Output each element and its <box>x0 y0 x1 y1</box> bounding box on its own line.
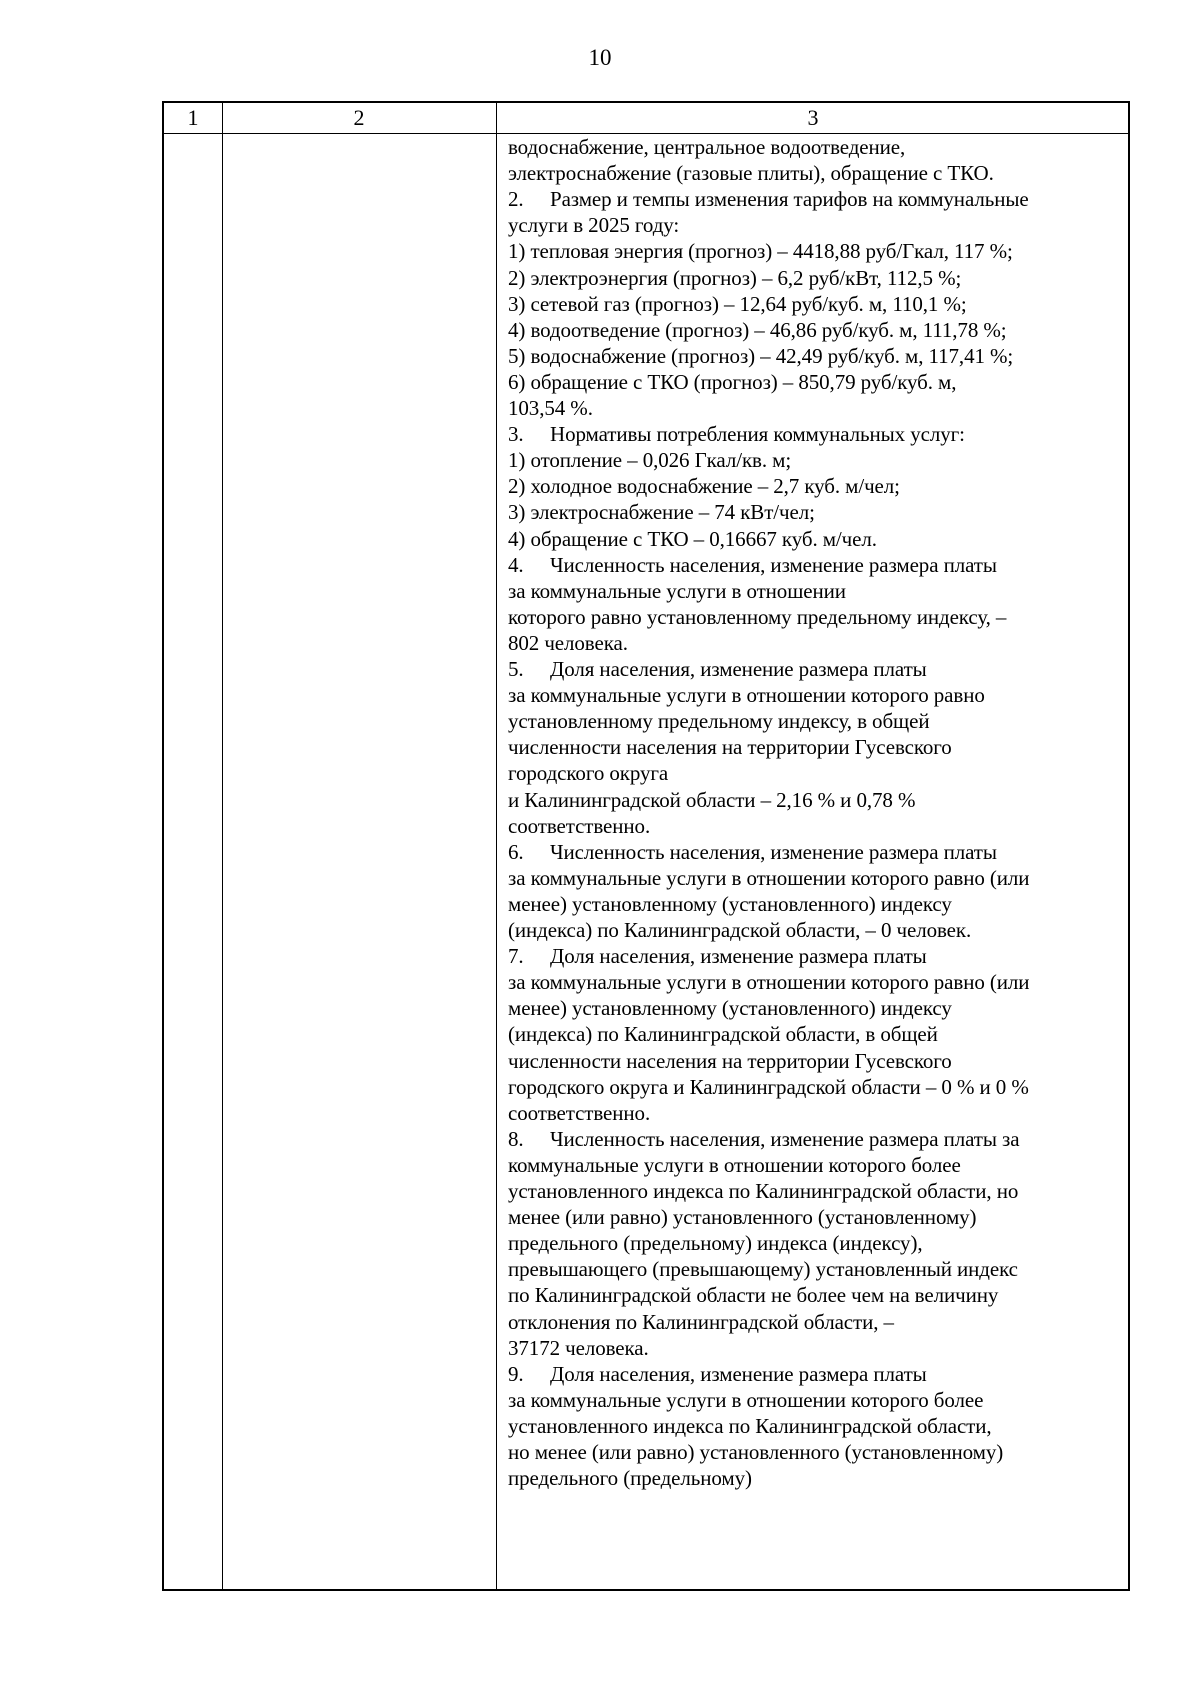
text-line: 103,54 %. <box>508 396 593 420</box>
text-line: 4) обращение с ТКО – 0,16667 куб. м/чел. <box>508 526 877 551</box>
text-line: установленного индекса по Калининградской области, но <box>508 1179 1019 1203</box>
text-line: 6) обращение с ТКО (прогноз) – 850,79 руб/куб. м, <box>508 369 957 394</box>
text-line: но менее (или равно) установленного (установленному) <box>508 1440 1004 1464</box>
item-heading: Численность населения, изменение размера платы <box>550 552 997 577</box>
text-line: (индекса) по Калининградской области, в общей <box>508 1022 938 1047</box>
text-line: которого равно установленному предельному индексу, – <box>508 604 1007 629</box>
text-line <box>508 655 927 683</box>
item-heading: Доля населения, изменение размера платы <box>550 657 927 681</box>
text-line: за коммунальные услуги в отношении <box>508 578 846 603</box>
text-line <box>508 1360 927 1388</box>
text-line <box>508 838 997 866</box>
column-divider-1 <box>222 103 223 1589</box>
text-line: 802 человека. <box>508 630 628 655</box>
text-line: и Калининградской области – 2,16 % и 0,78 % <box>508 787 916 812</box>
item-heading: Размер и темпы изменения тарифов на коммунальные <box>550 187 1029 212</box>
item-number: 7. <box>508 944 524 969</box>
item-heading: Численность населения, изменение размера платы <box>550 839 997 864</box>
text-line: 1) тепловая энергия (прогноз) – 4418,88 руб/Гкал, 117 %; <box>508 239 1013 264</box>
column-header-2: 2 <box>353 105 365 130</box>
text-line: 3) электроснабжение – 74 кВт/чел; <box>508 500 815 525</box>
text-line: соответственно. <box>508 1100 651 1125</box>
text-line: городского округа и Калининградской области – 0 % и 0 % <box>508 1074 1029 1099</box>
text-line: городского округа <box>508 761 669 786</box>
item-heading: Доля населения, изменение размера платы <box>550 1361 927 1386</box>
text-line: менее) установленному (установленного) индексу <box>508 996 952 1021</box>
text-line <box>508 420 965 448</box>
item-heading: Нормативы потребления коммунальных услуг: <box>550 422 965 447</box>
text-line: соответственно. <box>508 813 651 838</box>
item-number: 3. <box>508 422 524 447</box>
text-line: менее) установленному (установленного) индексу <box>508 891 952 916</box>
text-line: коммунальные услуги в отношении которого более <box>508 1152 961 1177</box>
item-number: 2. <box>508 187 524 212</box>
text-line: установленного индекса по Калининградской области, <box>508 1413 992 1438</box>
text-line: 1) отопление – 0,026 Гкал/кв. м; <box>508 448 792 473</box>
text-line: предельного (предельному) индекса (индексу), <box>508 1231 923 1256</box>
text-line <box>508 185 1029 213</box>
item-number: 4. <box>508 552 524 577</box>
page-number: 10 <box>588 45 612 70</box>
text-line: численности населения на территории Гусевского <box>508 1048 952 1073</box>
column-header-3: 3 <box>807 105 819 130</box>
text-line: установленному предельному индексу, в общей <box>508 709 930 734</box>
text-line: электроснабжение (газовые плиты), обращение с ТКО. <box>508 161 994 186</box>
item-number: 8. <box>508 1126 524 1151</box>
text-line: предельного (предельному) <box>508 1466 752 1491</box>
text-line: услуги в 2025 году: <box>508 213 680 238</box>
text-line <box>508 1125 1019 1153</box>
item-number: 5. <box>508 657 524 681</box>
text-line <box>508 551 997 579</box>
text-line: превышающего (превышающему) установленный индекс <box>508 1257 1018 1282</box>
item-number: 6. <box>508 839 524 864</box>
column-header-1: 1 <box>187 105 199 130</box>
text-line: (индекса) по Калининградской области, – 0 человек. <box>508 918 972 942</box>
column-3-text <box>508 133 1128 1589</box>
text-line: за коммунальные услуги в отношении которого равно (или <box>508 970 1030 995</box>
item-heading: Доля населения, изменение размера платы <box>550 944 927 969</box>
text-line: 3) сетевой газ (прогноз) – 12,64 руб/куб. м, 110,1 %; <box>508 291 967 316</box>
column-divider-2 <box>496 103 497 1589</box>
text-line: за коммунальные услуги в отношении которого более <box>508 1387 984 1412</box>
text-line: за коммунальные услуги в отношении которого равно <box>508 683 985 708</box>
text-line: 2) электроэнергия (прогноз) – 6,2 руб/кВт, 112,5 %; <box>508 265 962 290</box>
item-heading: Численность населения, изменение размера платы за <box>550 1126 1020 1151</box>
text-line: 37172 человека. <box>508 1335 649 1360</box>
text-line: 4) водоотведение (прогноз) – 46,86 руб/куб. м, 111,78 %; <box>508 317 1007 342</box>
text-line: 5) водоснабжение (прогноз) – 42,49 руб/куб. м, 117,41 %; <box>508 343 1014 368</box>
text-line: водоснабжение, центральное водоотведение, <box>508 135 906 159</box>
text-line: менее (или равно) установленного (установленному) <box>508 1205 977 1230</box>
text-line: за коммунальные услуги в отношении которого равно (или <box>508 865 1030 890</box>
text-line <box>508 942 927 970</box>
text-line: отклонения по Калининградской области, – <box>508 1309 894 1334</box>
item-number: 9. <box>508 1361 524 1386</box>
text-line: 2) холодное водоснабжение – 2,7 куб. м/чел; <box>508 474 900 499</box>
text-line: численности населения на территории Гусевского <box>508 735 952 760</box>
text-line: по Калининградской области не более чем на величину <box>508 1283 999 1308</box>
document-table <box>162 101 1130 1591</box>
